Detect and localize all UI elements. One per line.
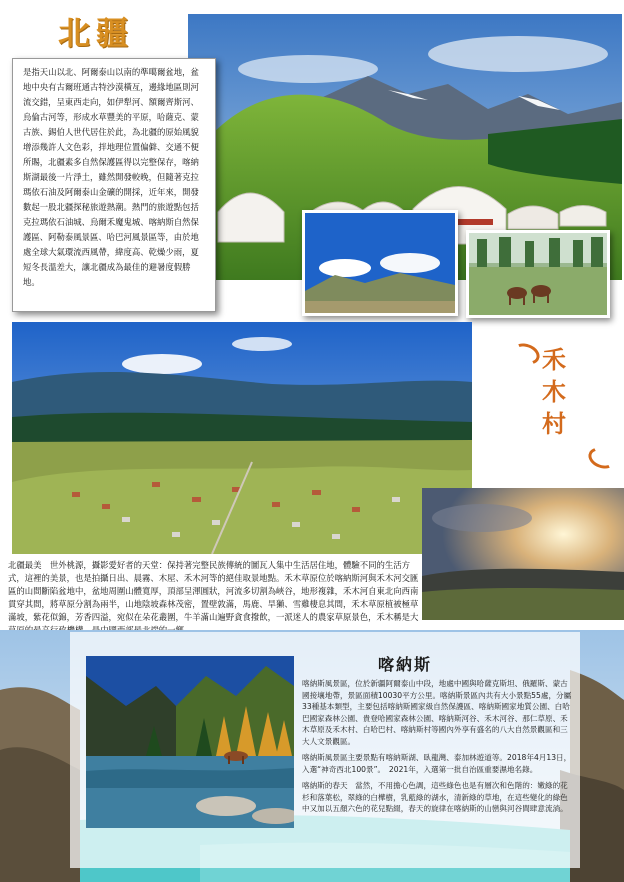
- kanas-paragraph-intro: 喀納斯風景區，位於新疆阿爾泰山中段，地處中國與哈薩克斯坦、俄羅斯、蒙古國接壤地帶，景區面積10030平方公里。喀納斯景區內共有大小景點55處，分屬33種基本類型，主要包括喀納斯國家級自然保護區、喀納斯國家地質公園、白哈巴國家森林公園、貴登哈國家森林公園、喀納斯河谷、禾木河谷、那仁草原、禾木草原及禾木村、白哈巴村、喀納斯村等國內外享有盛名的八大自然景觀區和三大人文景觀區。: [302, 679, 572, 746]
- hemu-village-photo: [12, 322, 472, 554]
- horses-inset-photo: [466, 230, 610, 318]
- hemu-title-char: 木: [542, 377, 566, 406]
- hemu-title-char: 禾: [542, 345, 566, 374]
- hemu-paragraph: 北疆最美 世外桃源，攝影愛好者的天堂：保持著完整民族傳統的圖瓦人集中生活居住地，體驗不同的生活方式，這裡的美景，也是拍攝日出、晨霧、木屋、禾木河等的絕佳取景地點。禾木草原位於喀納斯河與禾木河交匯區的山間斷陷盆地中，盆地周圍山體寬厚，頂部呈渾圓狀，河流多切割為峽谷，地形複雜，禾木河自東北向西南貫穿其間，將草原分割為兩半，山地陰坡森林茂密，置壁敦滿，馬鹿、旱獺、雪雞棲息其間，禾木草原植被極草滿坡，紫花似錦，芳香四溢，宛似在朵花叢圍，牛羊滿山遍野貪食撥飲，一派迷人的農家草原景色，禾木稱是大: [8, 560, 419, 622]
- autumn-lake-photo: [86, 656, 294, 828]
- hemu-title-char: 村: [542, 409, 566, 438]
- kanas-text-block: [302, 678, 574, 820]
- sunset-photo: [422, 488, 624, 620]
- kanas-paragraph-spring: 喀納斯的春天 當然，不用擔心色調，這些綠色也是有層次和色階的：嫩綠的花杉和落葉松，翠綠的白樺樹，乳藍綠的湖水，清新綠的草地，在這些變化的綠色中又加以五顏六色的花兒點綴，春天的旋律在喀納斯的山巒與河谷間肆意流淌。: [302, 781, 568, 813]
- kanas-paragraph-attractions: 喀納斯風景區主要景點有喀納斯湖、臥龍灣、泰加林遊道等。2018年4月13日，入選“神奇西北100景”。 2021年，入選第一批自治區重要濕地名錄。: [302, 753, 572, 774]
- blue-sky-inset-photo: [302, 210, 458, 316]
- xinjiang-paragraph: 是指天山以北、阿爾泰山以南的準噶爾盆地，盆地中央有古爾班通古特沙漠橫亙，邊緣地區則河流交錯，呈東西走向，如伊犁河、額爾齊斯河、烏倫古河等，形成水草豐美的平原，哈薩克、蒙古族、錫伯人世代居住於此，為北疆的原始風貌增添幾許人文色彩，拌地理位置偏僻、交通不便所賜，北疆素多自然保護區得以完整保存，喀納斯湖最後一片淨土，雖然開發較晚，但隨著克拉瑪依石油及阿爾泰山金礦的開採，近年來，開發數起一股北疆探秘旅遊熱潮。熱門的旅遊點包括克拉瑪依石油城、烏爾禾魔鬼城、喀納斯自然保護區、阿勒泰風景區、哈巴河風景區等，由於地處全球大氣環流西風帶，緯度高、乾燥少雨，夏短冬長溫差大，讓北疆成為最佳的避暑度假勝地。: [23, 67, 199, 287]
- page-title-hemu: [538, 344, 570, 440]
- page-title-kanas: 喀納斯: [378, 655, 433, 674]
- cloud-swirl-icon: [585, 444, 618, 472]
- page-title-xinjiang: 北疆: [58, 14, 135, 52]
- xinjiang-text-box: [12, 58, 216, 312]
